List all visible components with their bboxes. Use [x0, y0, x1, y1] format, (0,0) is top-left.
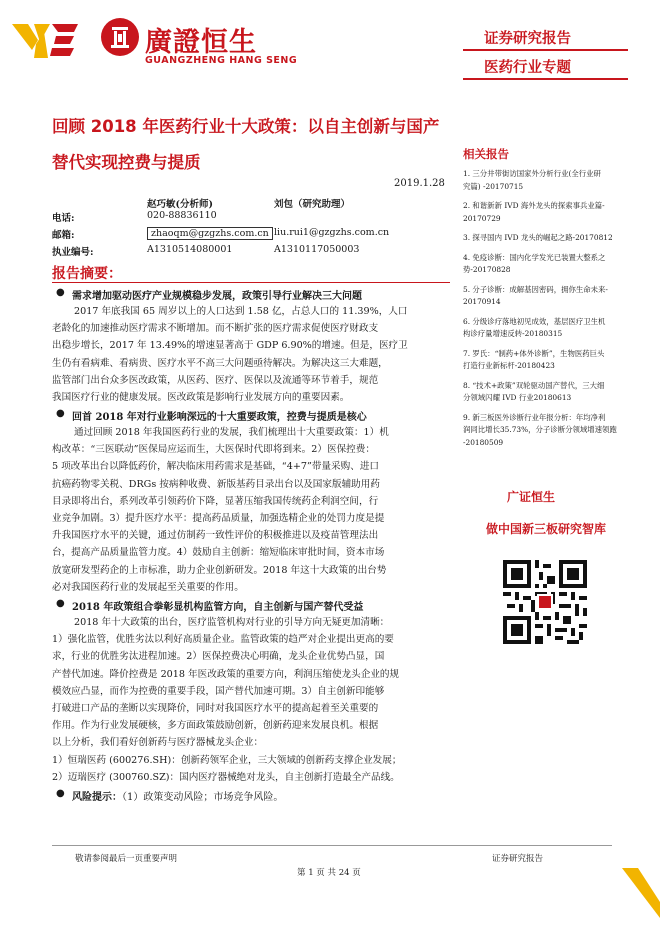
summary-paragraph-1: [52, 303, 450, 406]
related-report-line: 2. 和谐新新 IVD 海外龙头的探索事兵业篇-: [463, 201, 605, 210]
summary-bullet-1: [58, 287, 362, 302]
footer-report-type: 证券研究报告: [492, 854, 544, 864]
summary-bullet-2: [58, 408, 367, 423]
p3-line: 2）迈瑞医疗 (300760.SZ)：国内医疗器械绝对龙头，自主创新打造最全产品线。: [52, 771, 400, 783]
phone-label: 电话:: [52, 213, 75, 224]
related-report-line: 9. 新三板医外诊断行业年报分析：年均净利: [463, 412, 606, 422]
related-report-line: 4. 免疫诊断：国内化学发光已装置大整系之: [463, 252, 606, 262]
related-report-link[interactable]: [463, 232, 656, 245]
brand-seal-icon: [101, 18, 139, 56]
report-title-line1: 回顾 2018 年医药行业十大政策：以自主创新与国产: [52, 117, 440, 136]
related-report-link[interactable]: [463, 412, 656, 450]
corner-stripe-icon: [620, 868, 660, 918]
assistant-email-link[interactable]: liu.rui1@gzgzhs.com.cn: [274, 227, 390, 238]
bullet-2-text: 回首 2018 年对行业影响深远的十大重要政策，控费与提质是核心: [72, 412, 367, 423]
related-report-link[interactable]: [463, 348, 656, 373]
related-report-line: 势-20170828: [463, 265, 511, 274]
p2-line: 5 项改革出台以降低药价，解决临床用药需求是基础，“4+7”带量采购、进口: [52, 461, 380, 473]
risk-label: 风险提示：: [72, 792, 122, 803]
p3-line: 1）强化监管，优胜劣汰以利好高质量企业。监管政策的趋严对企业提出更高的要: [52, 634, 394, 646]
summary-heading: 报告摘要：: [52, 266, 122, 282]
analyst-cert: A1310514080001: [147, 244, 233, 255]
footer-page-number: 第 1 页 共 24 页: [297, 868, 361, 878]
qr-code-icon: [503, 560, 587, 644]
p1-line: 出稳步增长，2017 年 13.49%的增速显著高于 GDP 6.90%的增速。但是，医疗卫: [52, 340, 408, 352]
related-report-line: 打造行业新标杆-20180423: [463, 361, 555, 370]
cert-label: 执业编号:: [52, 247, 94, 258]
bullet-1-text: 需求增加驱动医疗产业规模稳步发展，政策引导行业解决三大问题: [72, 291, 362, 302]
report-title-line2: 替代实现控费与提质: [52, 153, 201, 172]
summary-bullet-3: [58, 598, 363, 613]
p3-line: 模效应凸显，而作为控费的重要手段，国产替代加速可期。3）自主创新印能够: [52, 685, 385, 697]
related-report-link[interactable]: [463, 380, 656, 405]
sidebar-slogan: 做中国新三板研究智库: [486, 522, 607, 536]
related-report-line: 分领域闪耀 IVD 行业20180613: [463, 393, 572, 402]
related-report-link[interactable]: [463, 168, 656, 193]
summary-paragraph-2: [52, 424, 450, 596]
p1-line: 2017 年底我国 65 周岁以上的人口达到 1.58 亿，占总人口的 11.39%，人口: [74, 306, 408, 317]
report-type: 证券研究报告: [484, 31, 571, 47]
phone-value: 020-88836110: [147, 210, 217, 221]
p2-line: 升我国医疗水平的关键，通过仿制药一致性评价的积极推进以及疫苗管理法出: [52, 530, 379, 542]
related-report-line: 构诊疗量增速反转-20180315: [463, 329, 563, 338]
related-report-line: 7. 罗氏：“制药+体外诊断”，生物医药巨头: [463, 348, 605, 358]
header-rule-2: [463, 78, 628, 80]
related-report-line: 究篇) -20170715: [463, 181, 524, 191]
related-report-line: 3. 探寻国内 IVD 龙头的崛起之路-20170812: [463, 233, 613, 242]
analyst-email-link[interactable]: zhaoqm@gzgzhs.com.cn: [147, 227, 273, 240]
related-reports-list: [463, 168, 656, 456]
brand-name-cn: 廣證恒生: [145, 27, 257, 58]
p1-line: 我国医疗行业的健康发展。医改政策是影响行业发展方向的重要因素。: [52, 392, 350, 404]
p2-line: 必对我国医药行业的发展起至关重要的作用。: [52, 581, 244, 593]
risk-note: [58, 788, 283, 803]
assistant-cert: A1310117050003: [274, 244, 360, 255]
p3-line: 1）恒瑞医药 (600276.SH)：创新药领军企业，三大领域的创新药支撑企业发展；: [52, 754, 402, 766]
p3-line: 以上分析，我们看好创新药与医疗器械龙头企业：: [52, 737, 264, 749]
related-report-line: -20180509: [463, 437, 504, 447]
p1-line: 生仍有看病难、看病贵、医疗水平不高三大问题亟待解决。为解决这三大难题，: [52, 357, 388, 369]
summary-rule: [52, 282, 450, 283]
related-report-line: 20170729: [463, 213, 501, 223]
company-logo-icon: [12, 20, 82, 60]
related-reports-heading: 相关报告: [463, 147, 509, 161]
p3-line: 2018 年十大政策的出台，医疗监管机构对行业的引导方向无疑更加清晰：: [74, 617, 390, 628]
p2-line: 台，提高产品质量监管力度。4）鼓励自主创新：缩短临床审批时间，资本市场: [52, 547, 385, 559]
bullet-3-text: 2018 年政策组合拳彰显机构监管方向，自主创新与国产替代受益: [72, 602, 364, 613]
p3-line: 作用。作为行业发展硬核，多方面政策鼓励创新，创新药迎来发展良机。根据: [52, 720, 379, 732]
footer-rule: [52, 845, 612, 846]
p2-line: 目录即将出台，系列改革引领药价下降，显著压缩我国传统药企利润空间，行: [52, 495, 379, 507]
report-date: 2019.1.28: [394, 178, 445, 189]
related-report-line: 润同比增长35.73%，分子诊断分领域增速领跑: [463, 425, 617, 434]
header-rule: [463, 49, 628, 51]
p1-line: 老龄化的加速推动医疗需求不断增加。而不断扩张的医疗需求促使医疗财政支: [52, 323, 379, 335]
related-report-line: 6. 分级诊疗落地初见成效，基层医疗卫生机: [463, 316, 606, 326]
risk-text: （1）政策变动风险；市场竞争风险。: [122, 792, 284, 803]
p2-line: 业竞争加剧。3）提升医疗水平：提高药品质量，加强选精企业的处罚力度是提: [52, 513, 385, 525]
p2-line: 构改革：“三医联动”医保局应运而生，大医保时代即将到来。2）医保控费：: [52, 444, 375, 456]
footer-disclaimer: 敬请参阅最后一页重要声明: [75, 854, 178, 864]
sidebar-brand: 广证恒生: [507, 490, 556, 504]
related-report-link[interactable]: [463, 200, 656, 225]
related-report-link[interactable]: [463, 284, 656, 309]
summary-paragraph-3: [52, 614, 450, 786]
related-report-link[interactable]: [463, 252, 656, 277]
related-report-link[interactable]: [463, 316, 656, 341]
p2-line: 抗癌药物零关税、DRGs 按病种收费、新版基药目录出台以及国家版辅助用药: [52, 478, 380, 490]
related-report-line: 1. 三分井带街访国家外分析行业(全行业研: [463, 169, 601, 178]
email-label: 邮箱:: [52, 230, 75, 241]
p1-line: 监管部门出台众多医改政策，从医药、医疗、医保以及流通等环节着手，规范: [52, 374, 379, 386]
p3-line: 求，行业的优胜劣汰进程加速。2）医保控费决心明确，龙头企业优势凸显，国: [52, 651, 385, 663]
related-report-line: 8. “技术+政策”双轮驱动国产替代，三大细: [463, 380, 605, 390]
assistant-name: 刘包（研究助理）: [274, 199, 351, 210]
brand-name-en: GUANGZHENG HANG SENG: [145, 55, 298, 66]
analyst-name: 赵巧敏(分析师): [147, 199, 213, 210]
p3-line: 产替代加速。降价控费是 2018 年医改政策的重要方向，利润压缩使龙头企业的规: [52, 668, 400, 680]
related-report-line: 20170914: [463, 297, 501, 306]
p2-line: 通过回顾 2018 年我国医药行业的发展，我们梳理出十大重要政策：1）机: [74, 427, 389, 438]
related-report-line: 5. 分子诊断：成解基因密码，拥你生命未来-: [463, 284, 608, 294]
p2-line: 放宽研发型药企的上市标准，助力企业创新研发。2018 年这十大政策的出台势: [52, 564, 387, 576]
p3-line: 打破进口产品的垄断以实现降价，同时对我国医疗水平的提高起着至关重要的: [52, 703, 379, 715]
report-topic: 医药行业专题: [484, 60, 571, 76]
